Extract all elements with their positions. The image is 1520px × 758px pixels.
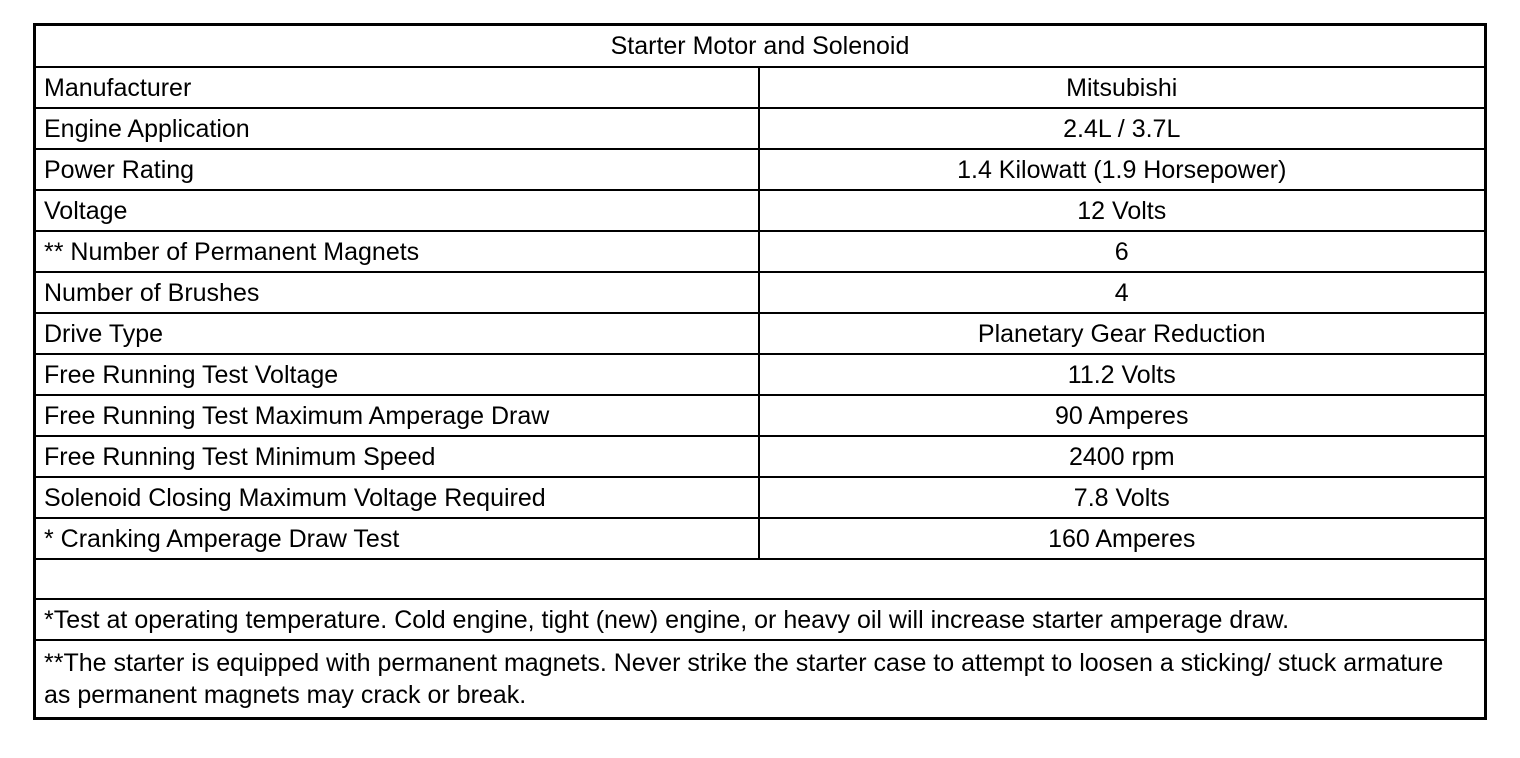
starter-spec-table — [33, 23, 1487, 720]
spec-value: 90 Amperes — [759, 395, 1486, 436]
spec-label: Solenoid Closing Maximum Voltage Required — [35, 477, 759, 518]
spec-label: Manufacturer — [35, 67, 759, 108]
spec-value: Mitsubishi — [759, 67, 1486, 108]
spec-label: Power Rating — [35, 149, 759, 190]
table-row — [35, 190, 1486, 231]
table-row — [35, 436, 1486, 477]
spec-value: Planetary Gear Reduction — [759, 313, 1486, 354]
spec-value: 1.4 Kilowatt (1.9 Horsepower) — [759, 149, 1486, 190]
table-row — [35, 108, 1486, 149]
spec-value: 160 Amperes — [759, 518, 1486, 559]
spec-label: ** Number of Permanent Magnets — [35, 231, 759, 272]
table-row — [35, 354, 1486, 395]
spec-label: Free Running Test Minimum Speed — [35, 436, 759, 477]
footnote-row — [35, 599, 1486, 640]
blank-cell — [35, 559, 1486, 599]
table-row — [35, 395, 1486, 436]
spec-value: 7.8 Volts — [759, 477, 1486, 518]
spec-label: Free Running Test Voltage — [35, 354, 759, 395]
table-row — [35, 231, 1486, 272]
footnote-row — [35, 640, 1486, 719]
table-row — [35, 313, 1486, 354]
spec-value: 11.2 Volts — [759, 354, 1486, 395]
table-row — [35, 518, 1486, 559]
spec-label: Number of Brushes — [35, 272, 759, 313]
spec-value: 12 Volts — [759, 190, 1486, 231]
table-row — [35, 477, 1486, 518]
table-row — [35, 149, 1486, 190]
spec-value: 2400 rpm — [759, 436, 1486, 477]
spec-label: Drive Type — [35, 313, 759, 354]
spec-value: 6 — [759, 231, 1486, 272]
footnote-temperature: *Test at operating temperature. Cold engine, tight (new) engine, or heavy oil will increase starter amperage draw. — [35, 599, 1486, 640]
table-title-row — [35, 25, 1486, 68]
table-row — [35, 272, 1486, 313]
table-row — [35, 67, 1486, 108]
table-title: Starter Motor and Solenoid — [35, 25, 1486, 68]
spec-label: * Cranking Amperage Draw Test — [35, 518, 759, 559]
footnote-magnets: **The starter is equipped with permanent magnets. Never strike the starter case to attempt to loosen a sticking/ stuck armature as permanent magnets may crack or break. — [35, 640, 1486, 719]
spec-value: 2.4L / 3.7L — [759, 108, 1486, 149]
spec-value: 4 — [759, 272, 1486, 313]
spec-label: Voltage — [35, 190, 759, 231]
spec-label: Engine Application — [35, 108, 759, 149]
blank-row — [35, 559, 1486, 599]
spec-label: Free Running Test Maximum Amperage Draw — [35, 395, 759, 436]
